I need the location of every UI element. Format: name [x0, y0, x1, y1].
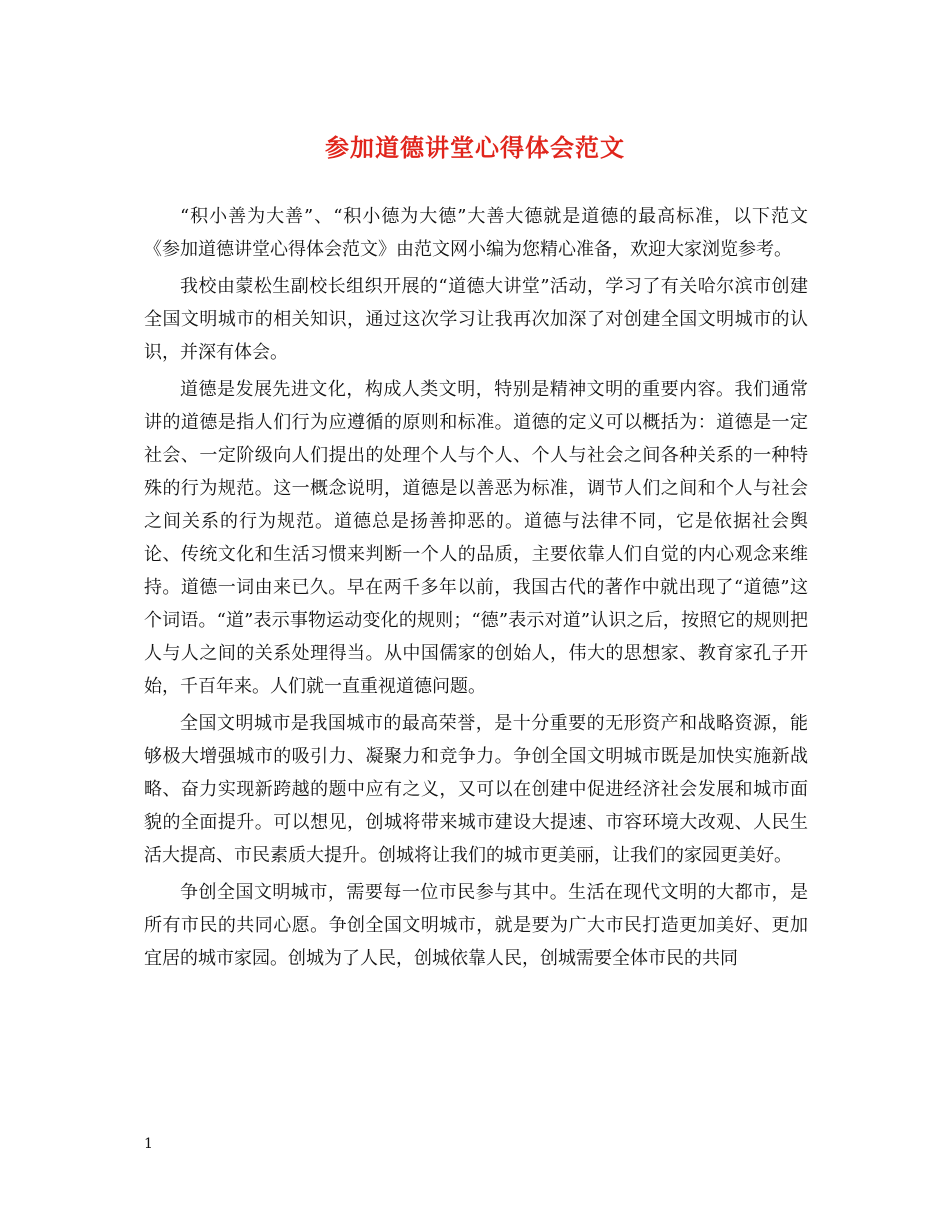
paragraph-civilized-city: 全国文明城市是我国城市的最高荣誉，是十分重要的无形资产和战略资源，能够极大增强城市的吸引力、凝聚力和竞争力。争创全国文明城市既是加快实施新战略、奋力实现新跨越的题中应有之义，又可以在创建中促进经济社会发展和城市面貌的全面提升。可以想见，创城将带来城市建设大提速、市容环境大改观、人民生活大提高、市民素质大提升。创城将让我们的城市更美丽，让我们的家园更美好。: [144, 713, 808, 866]
document-body: [144, 200, 808, 975]
paragraph-citizen-participation: 争创全国文明城市，需要每一位市民参与其中。生活在现代文明的大都市，是所有市民的共同心愿。争创全国文明城市，就是要为广大市民打造更加美好、更加宜居的城市家园。创城为了人民，创城依靠人民，创城需要全体市民的共同: [144, 882, 808, 969]
paragraph-intro: “积小善为大善”、“积小德为大德”大善大德就是道德的最高标准，以下范文《参加道德讲堂心得体会范文》由范文网小编为您精心准备，欢迎大家浏览参考。: [144, 206, 808, 260]
paragraph-morality-definition: 道德是发展先进文化，构成人类文明，特别是精神文明的重要内容。我们通常讲的道德是指人们行为应遵循的原则和标准。道德的定义可以概括为：道德是一定社会、一定阶级向人们提出的处理个人与个人、个人与社会之间各种关系的一种特殊的行为规范。这一概念说明，道德是以善恶为标准，调节人们之间和个人与社会之间关系的行为规范。道德总是扬善抑恶的。道德与法律不同，它是依据社会舆论、传统文化和生活习惯来判断一个人的品质，主要依靠人们自觉的内心观念来维持。道德一词由来已久。早在两千多年以前，我国古代的著作中就出现了“道德”这个词语。“道”表示事物运动变化的规则；“德”表示对道”认识之后，按照它的规则把人与人之间的关系处理得当。从中国儒家的创始人，伟大的思想家、教育家孔子开始，千百年来。人们就一直重视道德问题。: [144, 379, 808, 697]
page-number: 1: [144, 1136, 153, 1152]
paragraph-lecture-activity: 我校由蒙松生副校长组织开展的“道德大讲堂”活动，学习了有关哈尔滨市创建全国文明城市的相关知识，通过这次学习让我再次加深了对创建全国文明城市的认识，并深有体会。: [144, 276, 808, 363]
document-title: 参加道德讲堂心得体会范文: [325, 133, 625, 162]
